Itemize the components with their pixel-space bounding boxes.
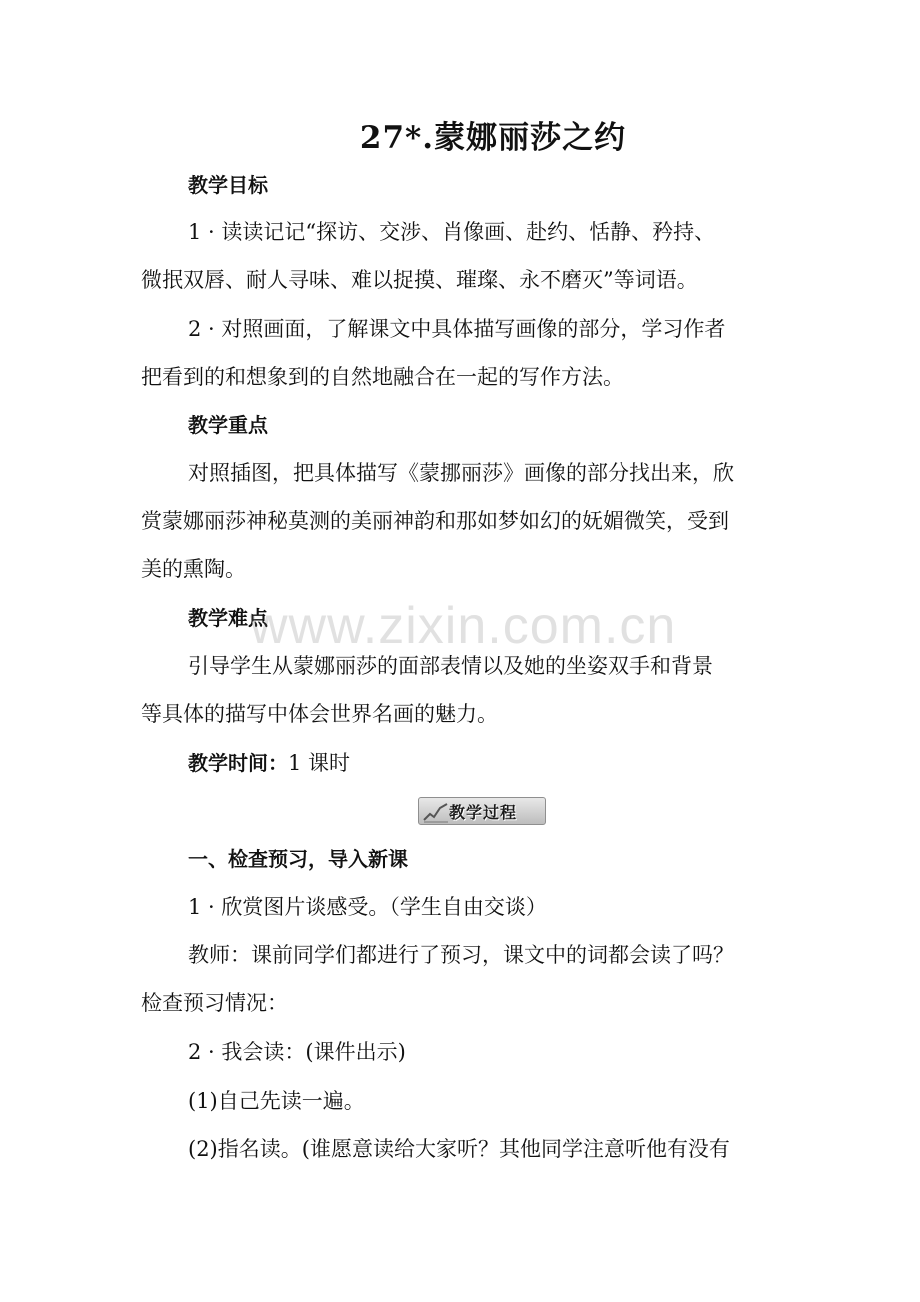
- objective-2-line-1: 2 · 对照画面，了解课文中具体描写画像的部分，学习作者: [188, 317, 726, 341]
- page-title: 27*.蒙娜丽莎之约: [359, 120, 627, 156]
- objectives-heading: 教学目标: [188, 173, 268, 197]
- objective-2-line-2: 把看到的和想象到的自然地融合在一起的写作方法。: [141, 365, 624, 389]
- key-points-line-1: 对照插图，把具体描写《蒙挪丽莎》画像的部分找出来，欣: [188, 461, 734, 485]
- key-points-line-3: 美的熏陶。: [141, 557, 246, 581]
- objective-1-line-2: 微抿双唇、耐人寻味、难以捉摸、璀璨、永不磨灭”等词语。: [141, 268, 698, 292]
- time-label: 教学时间：: [188, 751, 288, 775]
- teaching-time: [188, 748, 828, 778]
- key-points-heading: 教学重点: [188, 413, 268, 437]
- step-1-heading: 一、检查预习，导入新课: [188, 847, 408, 871]
- difficulties-heading: 教学难点: [188, 606, 268, 630]
- time-value: 1 课时: [288, 751, 351, 775]
- watermark: www.zixin.com.cn: [250, 597, 677, 655]
- teacher-line-2: 检查预习情况：: [141, 991, 288, 1015]
- process-sub-1: (1)自己先读一遍。: [188, 1089, 365, 1113]
- teacher-line-1: 教师：课前同学们都进行了预习，课文中的词都会读了吗？: [188, 943, 734, 967]
- key-points-line-2: 赏蒙娜丽莎神秘莫测的美丽神韵和那如梦如幻的妩媚微笑，受到: [141, 509, 729, 533]
- line-chart-icon: [423, 801, 449, 823]
- difficulties-line-1: 引导学生从蒙娜丽莎的面部表情以及她的坐姿双手和背景: [188, 654, 713, 678]
- teaching-process-banner: [418, 797, 546, 825]
- objective-1-line-1: 1 · 读读记记“探访、交涉、肖像画、赴约、恬静、矜持、: [188, 220, 716, 244]
- process-sub-2: (2)指名读。(谁愿意读给大家听？其他同学注意听他有没有: [188, 1137, 730, 1161]
- process-item-2: 2 · 我会读：(课件出示): [188, 1040, 406, 1064]
- process-item-1: 1 · 欣赏图片谈感受。（学生自由交谈）: [188, 895, 547, 919]
- banner-label: 教学过程: [449, 803, 518, 822]
- difficulties-line-2: 等具体的描写中体会世界名画的魅力。: [141, 702, 498, 726]
